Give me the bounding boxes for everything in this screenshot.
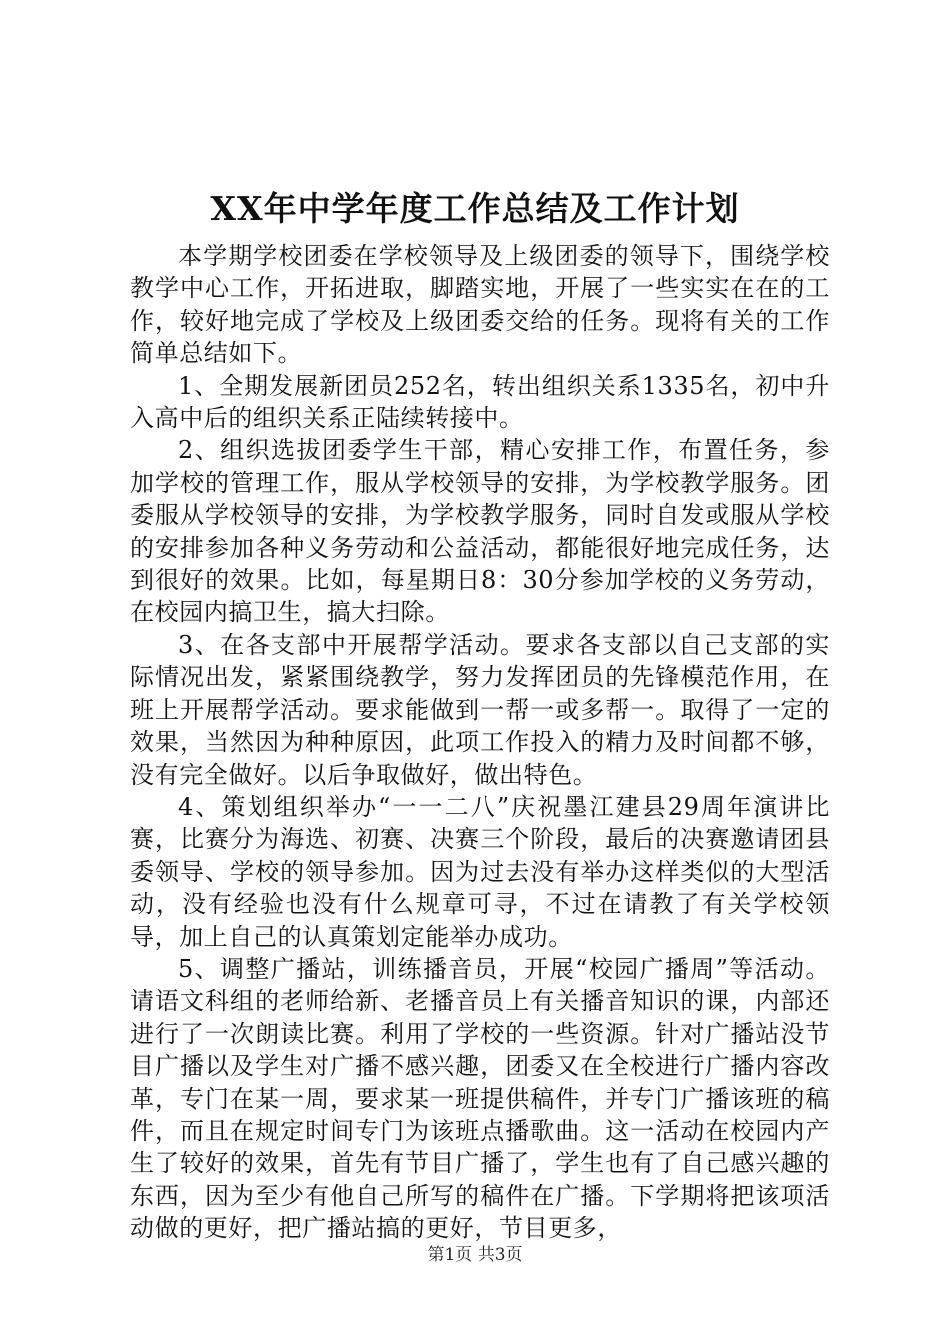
document-body bbox=[130, 240, 830, 1245]
paragraph-intro: 本学期学校团委在学校领导及上级团委的领导下，围绕学校教学中心工作，开拓进取，脚踏实地，开展了一些实实在在的工作，较好地完成了学校及上级团委交给的任务。现将有关的工作简单总结如下。 bbox=[130, 242, 830, 368]
paragraph-item-4: 4、策划组织举办“一一二八”庆祝墨江建县29周年演讲比赛，比赛分为海选、初赛、决赛三个阶段，最后的决赛邀请团县委领导、学校的领导参加。因为过去没有举办这样类似的大型活动，没有经验也没有什么规章可寻，不过在请教了有关学校领导，加上自己的认真策划定能举办成功。 bbox=[130, 792, 830, 951]
paragraph-item-1: 1、全期发展新团员252名，转出组织关系1335名，初中升入高中后的组织关系正陆续转接中。 bbox=[130, 371, 830, 433]
paragraph-item-3: 3、在各支部中开展帮学活动。要求各支部以自己支部的实际情况出发，紧紧围绕教学，努力发挥团员的先锋模范作用，在班上开展帮学活动。要求能做到一帮一或多帮一。取得了一定的效果，当然因为种种原因，此项工作投入的精力及时间都不够，没有完全做好。以后争取做好，做出特色。 bbox=[130, 630, 830, 789]
page-number-footer: 第1页 共3页 bbox=[427, 1245, 523, 1265]
paragraph-item-5: 5、调整广播站，训练播音员，开展“校园广播周”等活动。请语文科组的老师给新、老播音员上有关播音知识的课，内部还进行了一次朗读比赛。利用了学校的一些资源。针对广播站没节目广播以及学生对广播不感兴趣，团委又在全校进行广播内容改革，专门在某一周，要求某一班提供稿件，并专门广播该班的稿件，而且在规定时间专门为该班点播歌曲。这一活动在校园内产生了较好的效果，首先有节目广播了，学生也有了自己感兴趣的东西，因为至少有他自己所写的稿件在广播。下学期将把该项活动做的更好，把广播站搞的更好，节目更多， bbox=[130, 954, 830, 1243]
document-title: XX年中学年度工作总结及工作计划 bbox=[210, 189, 740, 228]
paragraph-item-2: 2、组织选拔团委学生干部，精心安排工作，布置任务，参加学校的管理工作，服从学校领导的安排，为学校教学服务。团委服从学校领导的安排，为学校教学服务，同时自发或服从学校的安排参加各种义务劳动和公益活动，都能很好地完成任务，达到很好的效果。比如，每星期日8：30分参加学校的义务劳动，在校园内搞卫生，搞大扫除。 bbox=[130, 436, 830, 627]
